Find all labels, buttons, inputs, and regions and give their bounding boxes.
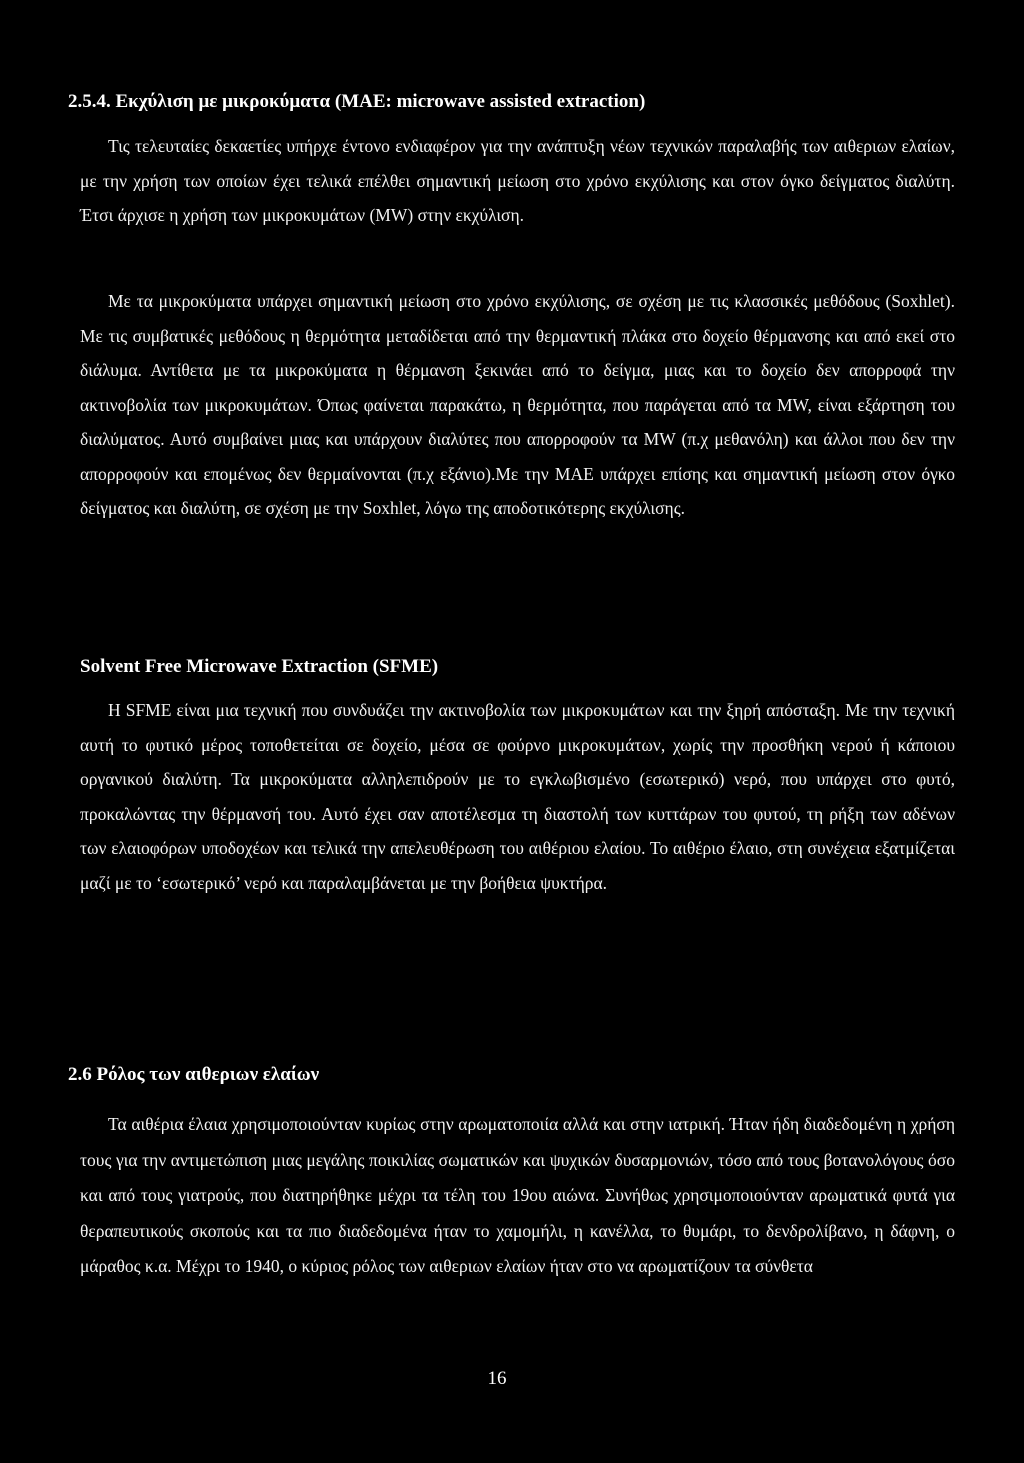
page-number: 16 [487, 1368, 507, 1389]
paragraph-sfme: Η SFME είναι μια τεχνική που συνδυάζει την ακτινοβολία των μικροκυμάτων και την ξηρή απόσταξη. Με την τεχνική αυτή το φυτικό μέρος τοποθετείται σε δοχείο, μέσα σε φούρνο μικροκυμάτων, χωρίς την προσθήκη νερού ή κάποιου οργανικού διαλύτη. Τα μικροκύματα αλληλεπιδρούν με το εγκλωβισμένο (εσωτερικό) νερό, που υπάρχει στο φυτό, προκαλώντας την θέρμανσή του. Αυτό έχει σαν αποτέλεσμα τη διαστολή των κυττάρων του φυτού, τη ρήξη των αδένων των ελαιοφόρων υποδοχέων και τελικά την απελευθέρωση του αιθέριου ελαίου. Το αιθέριο έλαιο, στη συνέχεια εξατμίζεται μαζί με το ‘εσωτερικό’ νερό και παραλαμβάνεται με την βοήθεια ψυκτήρα. [80, 700, 955, 893]
section-heading-sfme: Solvent Free Microwave Extraction (SFME) [80, 656, 439, 677]
paragraph-essential-oils-role: Τα αιθέρια έλαια χρησιμοποιούνταν κυρίως στην αρωματοποιία αλλά και στην ιατρική. Ήταν ήδη διαδεδομένη η χρήση τους για την αντιμετώπιση μιας μεγάλης ποικιλίας σωματικών και ψυχικών δυσαρμονιών, τόσο από τους βοτανολόγους όσο και από τους γιατρούς, που διατηρήθηκε μέχρι τα τέλη του 19ου αιώνα. Συνήθως χρησιμοποιούνταν αρωματικά φυτά για θεραπευτικούς σκοπούς και τα πιο διαδεδομένα ήταν το χαμομήλι, η κανέλλα, το θυμάρι, το δενδρολίβανο, η δάφνη, ο μάραθος κ.α. Μέχρι το 1940, ο κύριος ρόλος των αιθεριων ελαίων ήταν στο να αρωματίζουν τα σύνθετα [80, 1114, 955, 1276]
section-heading-2-6: 2.6 Ρόλος των αιθεριων ελαίων [68, 1064, 320, 1085]
paragraph-mae-comparison: Με τα μικροκύματα υπάρχει σημαντική μείωση στο χρόνο εκχύλισης, σε σχέση με τις κλασσικές μεθόδους (Soxhlet). Με τις συμβατικές μεθόδους η θερμότητα μεταδίδεται από την θερμαντική πλάκα στο δοχείο θέρμανσης και από εκεί στο διάλυμα. Αντίθετα με τα μικροκύματα η θέρμανση ξεκινάει από το δείγμα, μιας και το δοχείο δεν απορροφά την ακτινοβολία των μικροκυμάτων. Όπως φαίνεται παρακάτω, η θερμότητα, που παράγεται από τα MW, είναι εξάρτηση του διαλύματος. Αυτό συμβαίνει μιας και υπάρχουν διαλύτες που απορροφούν τα MW (π.χ μεθανόλη) και άλλοι που δεν την απορροφούν και επομένως δεν θερμαίνονται (π.χ εξάνιο).Με την MAE υπάρχει επίσης και σημαντική μείωση στον όγκο δείγματος και διαλύτη, σε σχέση με την Soxhlet, λόγω της αποδοτικότερης εκχύλισης. [80, 291, 955, 518]
paragraph-mae-intro: Τις τελευταίες δεκαετίες υπήρχε έντονο ενδιαφέρον για την ανάπτυξη νέων τεχνικών παραλαβής των αιθεριων ελαίων, με την χρήση των οποίων έχει τελικά επέλθει σημαντική μείωση στο χρόνο εκχύλισης και στον όγκο δείγματος διαλύτη. Έτσι άρχισε η χρήση των μικροκυμάτων (MW) στην εκχύλιση. [80, 136, 955, 225]
section-heading-2-5-4: 2.5.4. Εκχύλιση με μικροκύματα (MAE: microwave assisted extraction) [68, 91, 646, 112]
